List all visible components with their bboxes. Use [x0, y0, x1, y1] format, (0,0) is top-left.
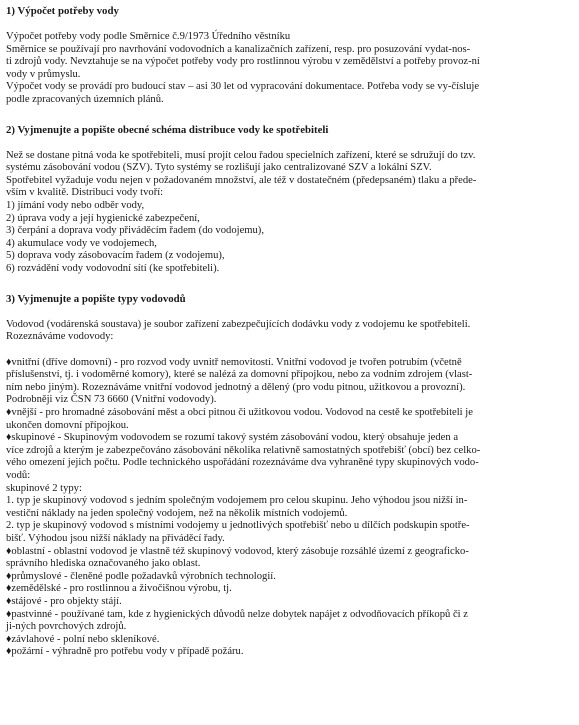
text-line: vody v průmyslu.	[6, 68, 81, 80]
text-line: vnější - pro hromadné zásobování měst a obcí pitnou či užitkovou vodou. Vodovod na cestě ke spotřebiteli je	[11, 407, 473, 419]
bullet-vnejsi	[6, 407, 573, 432]
bullet-zavlahove	[6, 634, 573, 647]
text-line: Spotřebitel vyžaduje vodu nejen v požadovaném množství, ale též v dostatečném (předepsaném) tlaku a přede-	[6, 174, 477, 186]
diamond-bullet-icon: ♦	[6, 583, 12, 595]
text-line: Podrobněji viz ČSN 73 6660 (Vnitřní vodovody).	[6, 394, 217, 406]
section-heading: 3) Vyjmenujte a popište typy vodovodů	[6, 292, 186, 305]
list-item: 3) čerpání a doprava vody přiváděcím řadem (do vodojemu),	[6, 225, 264, 237]
text-line: Směrnice se používají pro navrhování vodovodních a kanalizačních zařízení, resp. pro posuzování vydat-nos-	[6, 43, 471, 55]
text-line: příslušenství, tj. i vodoměrné komory), které se nalézá za domovní přípojkou, nebo za vodním zdrojem (vlast-	[6, 369, 473, 381]
text-line: Než se dostane pitná voda ke spotřebiteli, musí projít celou řadou specielních zařízení, které se sdružují do tzv.	[6, 149, 476, 161]
bullet-pastvinne	[6, 609, 573, 634]
list-item: 6) rozvádění vody vodovodní sítí (ke spotřebiteli).	[6, 262, 220, 274]
bullet-vnitrni	[6, 357, 573, 407]
bullet-stajove	[6, 596, 573, 609]
section-distribution-scheme	[6, 124, 573, 276]
diamond-bullet-icon: ♦	[6, 545, 12, 557]
bullet-oblastni	[6, 546, 573, 571]
text-line: více zdrojů a kterým je zabezpečováno zásobování několika relativně samostatných spotřebišť (obcí) bez celko-	[6, 444, 481, 456]
text-line: 1. typ je skupinový vodovod s jedním společným vodojemem pro celou skupinu. Jeho výhodou jsou nižší in-	[6, 495, 468, 507]
text-line: Výpočet vody se provádí pro budoucí stav – asi 30 let od vypracování dokumentace. Potřeba vody se vy-čísluje	[6, 81, 480, 93]
text-line: průmyslové - členěné podle požadavků výrobních technologií.	[11, 570, 276, 582]
section-heading: 2) Vyjmenujte a popište obecné schéma distribuce vody ke spotřebiteli	[6, 123, 329, 136]
text-line: ním nebo jiným). Rozeznáváme vnitřní vodovod jednotný a dělený (pro vodu pitnou, užitkovou a provozní).	[6, 381, 466, 393]
diamond-bullet-icon: ♦	[6, 608, 12, 620]
text-line: vnitřní (dříve domovní) - pro rozvod vody uvnitř nemovitostí. Vnitřní vodovod je tvořen potrubím (včetně	[11, 356, 462, 368]
list-item: 1) jímání vody nebo odběr vody,	[6, 199, 145, 211]
text-line: ji-ných povrchových zdrojů.	[6, 621, 127, 633]
text-line: vestiční náklady na jeden společný vodojem, než na několik místních vodojemů.	[6, 507, 348, 519]
section-water-demand	[6, 5, 573, 107]
text-line: podle zpracovaných územních plánů.	[6, 93, 164, 105]
section-water-supply-types	[6, 293, 573, 659]
text-line: Výpočet potřeby vody podle Směrnice č.9/1973 Úředního věstníku	[6, 31, 291, 42]
text-line: vodů:	[6, 470, 31, 482]
text-line: požární - výhradně pro potřebu vody v případě požáru.	[11, 646, 244, 658]
text-line: pastvinné - používané tam, kde z hygienických důvodů nelze dobytek napájet z odvodňovacích příkopů či z	[11, 608, 468, 620]
text-line: bišť. Výhodou jsou nižší náklady na přiváděcí řady.	[6, 533, 225, 544]
diamond-bullet-icon: ♦	[6, 570, 12, 582]
diamond-bullet-icon: ♦	[6, 646, 12, 658]
text-line: skupinové - Skupinovým vodovodem se rozumí takový systém zásobování vodou, který obsahuje jeden a	[11, 432, 459, 444]
text-line: vého omezení jejich počtu. Podle technického uspořádání rozeznáváme dva vyhraněné typy skupinových vodo-	[6, 457, 479, 469]
diamond-bullet-icon: ♦	[6, 595, 12, 607]
text-line: vším v kvalitě. Distribuci vody tvoří:	[6, 187, 164, 199]
text-line: správního hlediska označovaného jako oblast.	[6, 558, 201, 570]
diamond-bullet-icon: ♦	[6, 356, 12, 368]
list-item: 4) akumulace vody ve vodojemech,	[6, 237, 157, 249]
section-heading: 1) Výpočet potřeby vody	[6, 5, 119, 17]
text-line: stájové - pro objekty stájí.	[11, 595, 122, 607]
text-line: ukončen domovní přípojkou.	[6, 419, 129, 431]
diamond-bullet-icon: ♦	[6, 432, 12, 444]
text-line: zemědělské - pro rostlinnou a živočišnou výrobu, tj.	[11, 583, 232, 595]
bullet-prumyslove	[6, 571, 573, 584]
section-body	[6, 150, 573, 276]
diamond-bullet-icon: ♦	[6, 407, 12, 419]
bullet-pozarni	[6, 646, 573, 659]
bullet-zemedelske	[6, 583, 573, 596]
text-line: systému zásobování vodou (SZV). Tyto systémy se rozlišují jako centralizované SZV a lokální SZV.	[6, 162, 432, 174]
text-line: Rozeznáváme vodovody:	[6, 331, 114, 343]
list-item: 2) úprava vody a její hygienické zabezpečení,	[6, 212, 200, 224]
section-body	[6, 31, 573, 107]
text-line: skupinové 2 typy:	[6, 482, 82, 494]
text-line: Vodovod (vodárenská soustava) je soubor zařízení zabezpečujících dodávku vody z vodojemu ke spotřebiteli.	[6, 318, 471, 330]
text-line: ti zdrojů vody. Nevztahuje se na výpočet potřeby vody pro rostlinnou výrobu v zemědělství a potřeby provoz-ní	[6, 56, 480, 68]
text-line: 2. typ je skupinový vodovod s místními vodojemy u jednotlivých spotřebišť nebo u dílčích podskupin spotře-	[6, 520, 470, 532]
text-line: oblastní - oblastní vodovod je vlastně též skupinový vodovod, který zásobuje rozsáhlé území z geograficko-	[11, 545, 469, 557]
diamond-bullet-icon: ♦	[6, 633, 12, 645]
list-item: 5) doprava vody zásobovacím řadem (z vodojemu),	[6, 250, 225, 262]
text-line: závlahové - polní nebo skleníkové.	[11, 633, 160, 645]
bullet-skupinove	[6, 432, 573, 545]
